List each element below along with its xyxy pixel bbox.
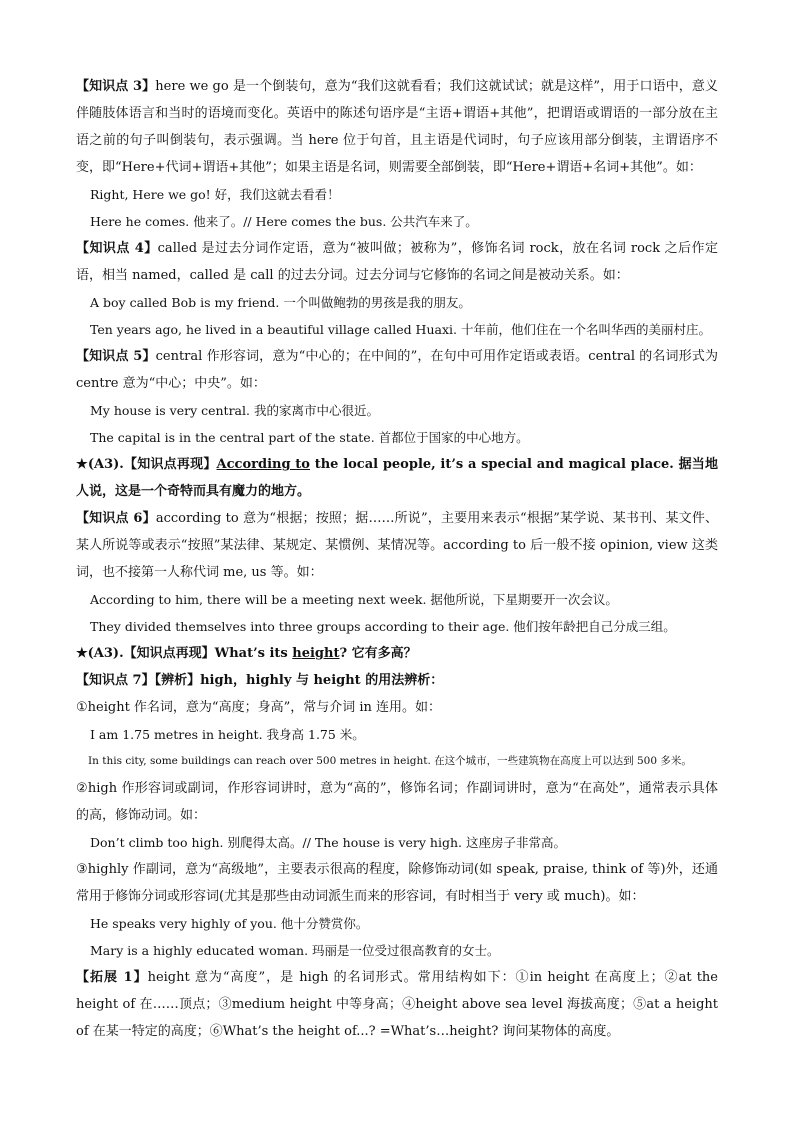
kp7-point-1: ①height 作名词，意为“高度；身高”，常与介词 in 连用。如： — [76, 700, 442, 715]
a3-recap-1 — [76, 451, 718, 505]
a3-recap-1-underlined: According to — [216, 457, 310, 472]
kp6-tag: 【知识点 6】 — [76, 511, 156, 526]
kp6-example-2: They divided themselves into three groups according to their age. 他们按年龄把自己分成三组。 — [90, 619, 676, 634]
kp3-text: here we go 是一个倒装句，意为“我们这就看看；我们这就试试；就是这样”，用于口语中，意义伴随肢体语言和当时的语境而变化。英语中的陈述句语序是“主语+谓语+其他”，把谓语或谓语的一部分放在主语之前的句子叫倒装句，表示强调。当 here 位于句首，且主语是代词时，句子应该用部分倒装，主谓语序不变，即“Here+代词+谓语+其他”；如果主语是名词，则需要全部倒装，即“Here+谓语+名词+其他”。如： — [76, 79, 718, 175]
kp6-example-1: According to him, there will be a meeting next week. 据他所说，下星期要开一次会议。 — [90, 592, 618, 607]
ext1-text: height 意为“高度”，是 high 的名词形式。常用结构如下：①in height 在高度上；②at the height of 在……顶点；③medium height 中等身高；④height above sea level 海拔高度；⑤at a height of 在某一特定的高度；⑥What’s the height of...? =What’s…height? 询问某物体的高度。 — [76, 970, 718, 1039]
kp5-example-1: My house is very central. 我的家离市中心很近。 — [90, 403, 379, 418]
extension-1 — [76, 964, 718, 1045]
kp3-example-1: Right, Here we go! 好，我们这就去看看！ — [90, 187, 340, 202]
a3-recap-2-prefix: ★(A3).【知识点再现】What’s its — [76, 646, 293, 661]
a3-recap-2-underlined: height — [292, 646, 340, 661]
kp7-point-3: ③highly 作副词，意为“高级地”，主要表示很高的程度，除修饰动词(如 speak, praise, think of 等)外，还通常用于修饰分词或形容词(尤其是那些由动词派生而来的形容词，有时相当于 very 或 much)。如： — [76, 862, 718, 904]
a3-recap-2 — [76, 640, 718, 667]
kp5-text: central 作形容词，意为“中心的；在中间的”，在句中可用作定语或表语。central 的名词形式为 centre 意为“中心；中央”。如： — [76, 349, 718, 391]
kp7-point-3-example-1: He speaks very highly of you. 他十分赞赏你。 — [90, 916, 369, 931]
a3-recap-2-rest: ? 它有多高？ — [339, 646, 417, 661]
ext1-tag: 【拓展 1】 — [76, 970, 148, 985]
kp5-tag: 【知识点 5】 — [76, 349, 156, 364]
a3-recap-1-prefix: ★(A3).【知识点再现】 — [76, 457, 217, 472]
knowledge-point-6 — [76, 505, 718, 586]
document-page — [76, 73, 718, 1045]
kp4-example-2: Ten years ago, he lived in a beautiful village called Huaxi. 十年前，他们住在一个名叫华西的美丽村庄。 — [90, 322, 711, 337]
kp7-point-2-example-1: Don’t climb too high. 别爬得太高。// The house is very high. 这座房子非常高。 — [90, 835, 566, 850]
kp7-point-3-example-2: Mary is a highly educated woman. 玛丽是一位受过很高教育的女士。 — [90, 943, 500, 958]
kp3-tag: 【知识点 3】 — [76, 79, 156, 94]
kp4-tag: 【知识点 4】 — [76, 241, 158, 256]
kp6-text: according to 意为“根据；按照；据……所说”，主要用来表示“根据”某学说、某书刊、某文件、某人所说等或表示“按照”某法律、某规定、某惯例、某情况等。according to 后一般不接 opinion, view 这类词，也不接第一人称代词 me, us 等。如： — [76, 511, 718, 580]
kp3-example-2: Here he comes. 他来了。// Here comes the bus. 公共汽车来了。 — [90, 214, 478, 229]
kp7-point-2: ②high 作形容词或副词，作形容词讲时，意为“高的”，修饰名词；作副词讲时，意为“在高处”，通常表示具体的高，修饰动词。如： — [76, 781, 718, 823]
a3-recap-1-rest: the local people, it’s a special and magical place. 据当地人说，这是一个奇特而具有魔力的地方。 — [76, 457, 718, 499]
kp4-text: called 是过去分词作定语，意为“被叫做；被称为”，修饰名词 rock，放在名词 rock 之后作定语，相当 named，called 是 call 的过去分词。过去分词与它修饰的名词之间是被动关系。如： — [76, 241, 718, 283]
kp4-example-1: A boy called Bob is my friend. 一个叫做鲍勃的男孩是我的朋友。 — [90, 295, 471, 310]
knowledge-point-3 — [76, 73, 718, 181]
knowledge-point-4 — [76, 235, 718, 289]
knowledge-point-5 — [76, 343, 718, 397]
knowledge-point-7-heading: 【知识点 7】【辨析】high，highly 与 height 的用法辨析： — [76, 673, 444, 688]
kp7-point-1-example-1: I am 1.75 metres in height. 我身高 1.75 米。 — [90, 727, 365, 742]
kp7-point-1-example-2: In this city, some buildings can reach over 500 metres in height. 在这个城市，一些建筑物在高度上可以达到 500 多米。 — [88, 755, 692, 767]
kp5-example-2: The capital is in the central part of the state. 首都位于国家的中心地方。 — [90, 430, 529, 445]
